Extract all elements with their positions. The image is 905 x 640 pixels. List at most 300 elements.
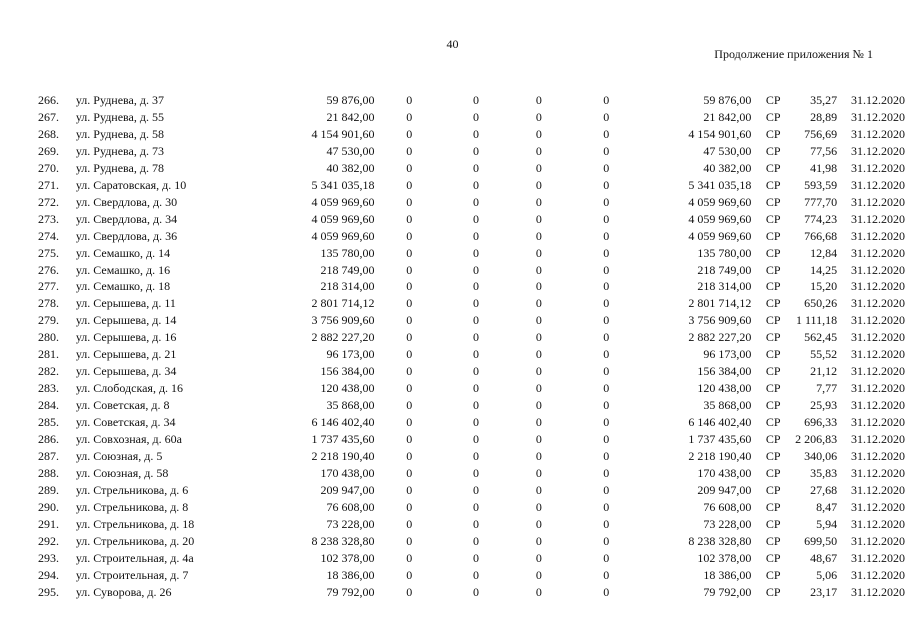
value-cell-3: 0 <box>535 177 542 192</box>
total-amount-cell: 218 749,00 <box>320 262 375 277</box>
funding-source-cell: СР <box>765 126 781 141</box>
table-row <box>38 245 905 262</box>
value-cell-3: 0 <box>535 584 542 599</box>
rate-cell: 774,23 <box>804 211 838 226</box>
funding-source-cell: СР <box>765 194 781 209</box>
address-cell: ул. Советская, д. 8 <box>75 398 170 413</box>
value-cell-2: 0 <box>473 177 480 192</box>
page-number: 40 <box>446 37 459 51</box>
sum-amount-cell: 218 314,00 <box>697 279 752 294</box>
sum-amount-cell: 1 737 435,60 <box>688 432 752 447</box>
value-cell-3: 0 <box>535 381 542 396</box>
table-row <box>38 177 905 194</box>
value-cell-2: 0 <box>473 398 480 413</box>
row-number: 275. <box>38 245 59 260</box>
rate-cell: 5,94 <box>816 516 838 531</box>
funding-source-cell: СР <box>765 177 781 192</box>
funding-source-cell: СР <box>765 449 781 464</box>
total-amount-cell: 209 947,00 <box>320 482 375 497</box>
value-cell-3: 0 <box>535 93 542 107</box>
value-cell-2: 0 <box>473 567 480 582</box>
funding-source-cell: СР <box>765 313 781 328</box>
value-cell-2: 0 <box>473 550 480 565</box>
funding-source-cell: СР <box>765 160 781 175</box>
value-cell-3: 0 <box>535 228 542 243</box>
value-cell-1: 0 <box>406 432 413 447</box>
value-cell-1: 0 <box>406 482 413 497</box>
value-cell-2: 0 <box>473 465 480 480</box>
sum-amount-cell: 21 842,00 <box>703 109 752 124</box>
rate-cell: 562,45 <box>804 330 838 345</box>
value-cell-3: 0 <box>535 126 542 141</box>
value-cell-4: 0 <box>603 432 610 447</box>
deadline-date-cell: 31.12.2020 <box>851 296 905 311</box>
value-cell-2: 0 <box>473 364 480 379</box>
value-cell-4: 0 <box>603 550 610 565</box>
deadline-date-cell: 31.12.2020 <box>851 194 905 209</box>
deadline-date-cell: 31.12.2020 <box>851 465 905 480</box>
deadline-date-cell: 31.12.2020 <box>851 228 905 243</box>
total-amount-cell: 6 146 402,40 <box>311 415 375 430</box>
sum-amount-cell: 218 749,00 <box>697 262 752 277</box>
deadline-date-cell: 31.12.2020 <box>851 177 905 192</box>
sum-amount-cell: 2 218 190,40 <box>688 449 752 464</box>
funding-source-cell: СР <box>765 432 781 447</box>
address-cell: ул. Стрельникова, д. 20 <box>75 533 195 548</box>
deadline-date-cell: 31.12.2020 <box>851 415 905 430</box>
address-cell: ул. Руднева, д. 73 <box>75 143 164 158</box>
value-cell-3: 0 <box>535 296 542 311</box>
funding-source-cell: СР <box>765 93 781 107</box>
funding-source-cell: СР <box>765 364 781 379</box>
value-cell-1: 0 <box>406 296 413 311</box>
row-number: 270. <box>38 160 59 175</box>
value-cell-3: 0 <box>535 499 542 514</box>
value-cell-3: 0 <box>535 279 542 294</box>
rate-cell: 41,98 <box>810 160 838 175</box>
funding-source-cell: СР <box>765 550 781 565</box>
address-cell: ул. Совхозная, д. 60а <box>75 432 182 447</box>
deadline-date-cell: 31.12.2020 <box>851 432 905 447</box>
row-number: 292. <box>38 533 59 548</box>
value-cell-3: 0 <box>535 516 542 531</box>
value-cell-2: 0 <box>473 313 480 328</box>
value-cell-1: 0 <box>406 109 413 124</box>
value-cell-4: 0 <box>603 584 610 599</box>
value-cell-1: 0 <box>406 567 413 582</box>
row-number: 286. <box>38 432 59 447</box>
address-cell: ул. Руднева, д. 58 <box>75 126 164 141</box>
total-amount-cell: 102 378,00 <box>320 550 375 565</box>
rate-cell: 2 206,83 <box>795 432 838 447</box>
address-cell: ул. Семашко, д. 18 <box>75 279 171 294</box>
value-cell-3: 0 <box>535 398 542 413</box>
value-cell-1: 0 <box>406 93 413 107</box>
value-cell-4: 0 <box>603 347 610 362</box>
total-amount-cell: 40 382,00 <box>326 160 375 175</box>
deadline-date-cell: 31.12.2020 <box>851 482 905 497</box>
rate-cell: 340,06 <box>804 449 838 464</box>
address-cell: ул. Свердлова, д. 34 <box>75 211 178 226</box>
address-cell: ул. Семашко, д. 14 <box>75 245 171 260</box>
funding-source-cell: СР <box>765 296 781 311</box>
value-cell-2: 0 <box>473 228 480 243</box>
value-cell-2: 0 <box>473 143 480 158</box>
total-amount-cell: 2 218 190,40 <box>311 449 375 464</box>
sum-amount-cell: 96 173,00 <box>703 347 752 362</box>
table-row <box>38 126 905 143</box>
row-number: 277. <box>38 279 59 294</box>
deadline-date-cell: 31.12.2020 <box>851 584 905 599</box>
value-cell-3: 0 <box>535 160 542 175</box>
value-cell-1: 0 <box>406 584 413 599</box>
deadline-date-cell: 31.12.2020 <box>851 533 905 548</box>
value-cell-2: 0 <box>473 211 480 226</box>
value-cell-4: 0 <box>603 516 610 531</box>
total-amount-cell: 18 386,00 <box>326 567 375 582</box>
value-cell-4: 0 <box>603 449 610 464</box>
table-row <box>38 92 905 109</box>
address-cell: ул. Суворова, д. 26 <box>75 584 172 599</box>
deadline-date-cell: 31.12.2020 <box>851 449 905 464</box>
row-number: 272. <box>38 194 59 209</box>
value-cell-2: 0 <box>473 279 480 294</box>
value-cell-3: 0 <box>535 245 542 260</box>
rate-cell: 55,52 <box>810 347 838 362</box>
value-cell-2: 0 <box>473 533 480 548</box>
row-number: 273. <box>38 211 59 226</box>
total-amount-cell: 21 842,00 <box>326 109 375 124</box>
value-cell-2: 0 <box>473 245 480 260</box>
rate-cell: 25,93 <box>810 398 838 413</box>
total-amount-cell: 96 173,00 <box>326 347 375 362</box>
total-amount-cell: 3 756 909,60 <box>311 313 375 328</box>
row-number: 293. <box>38 550 59 565</box>
value-cell-1: 0 <box>406 398 413 413</box>
value-cell-3: 0 <box>535 143 542 158</box>
row-number: 290. <box>38 499 59 514</box>
value-cell-1: 0 <box>406 499 413 514</box>
value-cell-2: 0 <box>473 584 480 599</box>
value-cell-4: 0 <box>603 109 610 124</box>
deadline-date-cell: 31.12.2020 <box>851 126 905 141</box>
table-row <box>38 414 905 431</box>
value-cell-2: 0 <box>473 330 480 345</box>
rate-cell: 35,27 <box>810 93 838 107</box>
value-cell-3: 0 <box>535 567 542 582</box>
deadline-date-cell: 31.12.2020 <box>851 160 905 175</box>
row-number: 282. <box>38 364 59 379</box>
value-cell-3: 0 <box>535 415 542 430</box>
value-cell-2: 0 <box>473 482 480 497</box>
value-cell-4: 0 <box>603 296 610 311</box>
value-cell-1: 0 <box>406 262 413 277</box>
value-cell-3: 0 <box>535 364 542 379</box>
sum-amount-cell: 170 438,00 <box>697 465 752 480</box>
deadline-date-cell: 31.12.2020 <box>851 313 905 328</box>
deadline-date-cell: 31.12.2020 <box>851 93 905 107</box>
value-cell-2: 0 <box>473 347 480 362</box>
address-cell: ул. Советская, д. 34 <box>75 415 176 430</box>
total-amount-cell: 4 154 901,60 <box>311 126 375 141</box>
table-row <box>38 499 905 516</box>
deadline-date-cell: 31.12.2020 <box>851 109 905 124</box>
value-cell-2: 0 <box>473 93 480 107</box>
funding-source-cell: СР <box>765 211 781 226</box>
rate-cell: 756,69 <box>804 126 838 141</box>
table-row <box>38 431 905 448</box>
funding-source-cell: СР <box>765 279 781 294</box>
table-row <box>38 448 905 465</box>
address-cell: ул. Стрельникова, д. 6 <box>75 482 189 497</box>
value-cell-4: 0 <box>603 313 610 328</box>
table-row <box>38 262 905 279</box>
value-cell-2: 0 <box>473 160 480 175</box>
value-cell-1: 0 <box>406 313 413 328</box>
value-cell-4: 0 <box>603 228 610 243</box>
row-number: 278. <box>38 296 59 311</box>
funding-source-cell: СР <box>765 584 781 599</box>
sum-amount-cell: 59 876,00 <box>703 93 752 107</box>
value-cell-1: 0 <box>406 143 413 158</box>
row-number: 268. <box>38 126 59 141</box>
value-cell-3: 0 <box>535 550 542 565</box>
value-cell-1: 0 <box>406 415 413 430</box>
value-cell-3: 0 <box>535 533 542 548</box>
sum-amount-cell: 4 154 901,60 <box>688 126 752 141</box>
funding-source-cell: СР <box>765 482 781 497</box>
value-cell-2: 0 <box>473 296 480 311</box>
row-number: 284. <box>38 398 59 413</box>
value-cell-3: 0 <box>535 262 542 277</box>
total-amount-cell: 5 341 035,18 <box>311 177 375 192</box>
value-cell-2: 0 <box>473 109 480 124</box>
total-amount-cell: 2 801 714,12 <box>311 296 375 311</box>
sum-amount-cell: 5 341 035,18 <box>688 177 752 192</box>
table-row <box>38 346 905 363</box>
table-row <box>38 533 905 550</box>
value-cell-1: 0 <box>406 160 413 175</box>
value-cell-2: 0 <box>473 415 480 430</box>
table-row <box>38 160 905 177</box>
sum-amount-cell: 35 868,00 <box>703 398 752 413</box>
sum-amount-cell: 6 146 402,40 <box>688 415 752 430</box>
deadline-date-cell: 31.12.2020 <box>851 262 905 277</box>
value-cell-2: 0 <box>473 194 480 209</box>
value-cell-4: 0 <box>603 398 610 413</box>
address-cell: ул. Саратовская, д. 10 <box>75 177 187 192</box>
address-cell: ул. Союзная, д. 58 <box>75 465 169 480</box>
value-cell-4: 0 <box>603 245 610 260</box>
funding-source-cell: СР <box>765 465 781 480</box>
value-cell-3: 0 <box>535 330 542 345</box>
value-cell-1: 0 <box>406 381 413 396</box>
table-row <box>38 465 905 482</box>
row-number: 280. <box>38 330 59 345</box>
sum-amount-cell: 4 059 969,60 <box>688 194 752 209</box>
sum-amount-cell: 4 059 969,60 <box>688 228 752 243</box>
total-amount-cell: 120 438,00 <box>320 381 375 396</box>
value-cell-4: 0 <box>603 93 610 107</box>
deadline-date-cell: 31.12.2020 <box>851 143 905 158</box>
row-number: 279. <box>38 313 59 328</box>
table-row <box>38 228 905 245</box>
sum-amount-cell: 3 756 909,60 <box>688 313 752 328</box>
row-number: 283. <box>38 381 59 396</box>
total-amount-cell: 76 608,00 <box>326 499 375 514</box>
sum-amount-cell: 120 438,00 <box>697 381 752 396</box>
total-amount-cell: 4 059 969,60 <box>311 194 375 209</box>
sum-amount-cell: 4 059 969,60 <box>688 211 752 226</box>
deadline-date-cell: 31.12.2020 <box>851 211 905 226</box>
funding-source-cell: СР <box>765 262 781 277</box>
value-cell-1: 0 <box>406 465 413 480</box>
value-cell-1: 0 <box>406 211 413 226</box>
rate-cell: 23,17 <box>810 584 838 599</box>
value-cell-2: 0 <box>473 432 480 447</box>
address-cell: ул. Стрельникова, д. 18 <box>75 516 195 531</box>
deadline-date-cell: 31.12.2020 <box>851 550 905 565</box>
row-number: 295. <box>38 584 59 599</box>
address-cell: ул. Серышева, д. 34 <box>75 364 177 379</box>
row-number: 287. <box>38 449 59 464</box>
value-cell-4: 0 <box>603 330 610 345</box>
value-cell-3: 0 <box>535 449 542 464</box>
value-cell-3: 0 <box>535 347 542 362</box>
value-cell-3: 0 <box>535 432 542 447</box>
value-cell-4: 0 <box>603 126 610 141</box>
value-cell-1: 0 <box>406 550 413 565</box>
value-cell-4: 0 <box>603 194 610 209</box>
sum-amount-cell: 135 780,00 <box>697 245 752 260</box>
address-cell: ул. Свердлова, д. 30 <box>75 194 178 209</box>
rate-cell: 699,50 <box>804 533 838 548</box>
table-row <box>38 516 905 533</box>
value-cell-1: 0 <box>406 194 413 209</box>
value-cell-2: 0 <box>473 499 480 514</box>
value-cell-4: 0 <box>603 415 610 430</box>
value-cell-4: 0 <box>603 177 610 192</box>
funding-source-cell: СР <box>765 245 781 260</box>
table-row <box>38 278 905 295</box>
value-cell-4: 0 <box>603 465 610 480</box>
value-cell-4: 0 <box>603 499 610 514</box>
funding-source-cell: СР <box>765 398 781 413</box>
sum-amount-cell: 209 947,00 <box>697 482 752 497</box>
row-number: 266. <box>38 93 59 107</box>
funding-source-cell: СР <box>765 516 781 531</box>
value-cell-1: 0 <box>406 177 413 192</box>
sum-amount-cell: 18 386,00 <box>703 567 752 582</box>
deadline-date-cell: 31.12.2020 <box>851 499 905 514</box>
total-amount-cell: 1 737 435,60 <box>311 432 375 447</box>
total-amount-cell: 170 438,00 <box>320 465 375 480</box>
address-cell: ул. Строительная, д. 4а <box>75 550 194 565</box>
rate-cell: 48,67 <box>810 550 838 565</box>
value-cell-4: 0 <box>603 262 610 277</box>
total-amount-cell: 73 228,00 <box>326 516 375 531</box>
rate-cell: 8,47 <box>816 499 838 514</box>
row-number: 288. <box>38 465 59 480</box>
deadline-date-cell: 31.12.2020 <box>851 516 905 531</box>
deadline-date-cell: 31.12.2020 <box>851 330 905 345</box>
value-cell-1: 0 <box>406 245 413 260</box>
value-cell-4: 0 <box>603 364 610 379</box>
rate-cell: 777,70 <box>804 194 838 209</box>
value-cell-1: 0 <box>406 347 413 362</box>
row-number: 267. <box>38 109 59 124</box>
deadline-date-cell: 31.12.2020 <box>851 347 905 362</box>
value-cell-3: 0 <box>535 482 542 497</box>
value-cell-1: 0 <box>406 533 413 548</box>
address-cell: ул. Руднева, д. 37 <box>75 93 164 107</box>
value-cell-4: 0 <box>603 211 610 226</box>
sum-amount-cell: 76 608,00 <box>703 499 752 514</box>
table-row <box>38 550 905 567</box>
deadline-date-cell: 31.12.2020 <box>851 381 905 396</box>
funding-source-cell: СР <box>765 228 781 243</box>
value-cell-2: 0 <box>473 381 480 396</box>
value-cell-1: 0 <box>406 449 413 464</box>
address-cell: ул. Руднева, д. 78 <box>75 160 164 175</box>
table-row <box>38 312 905 329</box>
registry-table <box>38 92 905 601</box>
total-amount-cell: 218 314,00 <box>320 279 375 294</box>
sum-amount-cell: 73 228,00 <box>703 516 752 531</box>
funding-source-cell: СР <box>765 330 781 345</box>
rate-cell: 593,59 <box>804 177 838 192</box>
sum-amount-cell: 79 792,00 <box>703 584 752 599</box>
rate-cell: 28,89 <box>810 109 838 124</box>
row-number: 289. <box>38 482 59 497</box>
total-amount-cell: 156 384,00 <box>320 364 375 379</box>
address-cell: ул. Серышева, д. 16 <box>75 330 177 345</box>
rate-cell: 1 111,18 <box>795 313 838 328</box>
funding-source-cell: СР <box>765 499 781 514</box>
value-cell-4: 0 <box>603 279 610 294</box>
deadline-date-cell: 31.12.2020 <box>851 398 905 413</box>
rate-cell: 77,56 <box>810 143 838 158</box>
deadline-date-cell: 31.12.2020 <box>851 245 905 260</box>
rate-cell: 27,68 <box>810 482 838 497</box>
value-cell-2: 0 <box>473 516 480 531</box>
value-cell-2: 0 <box>473 126 480 141</box>
rate-cell: 650,26 <box>804 296 838 311</box>
funding-source-cell: СР <box>765 381 781 396</box>
value-cell-1: 0 <box>406 330 413 345</box>
funding-source-cell: СР <box>765 143 781 158</box>
table-row <box>38 363 905 380</box>
row-number: 291. <box>38 516 59 531</box>
value-cell-4: 0 <box>603 482 610 497</box>
address-cell: ул. Руднева, д. 55 <box>75 109 164 124</box>
row-number: 294. <box>38 567 59 582</box>
row-number: 285. <box>38 415 59 430</box>
address-cell: ул. Серышева, д. 14 <box>75 313 177 328</box>
deadline-date-cell: 31.12.2020 <box>851 364 905 379</box>
value-cell-3: 0 <box>535 194 542 209</box>
rate-cell: 696,33 <box>804 415 838 430</box>
value-cell-4: 0 <box>603 381 610 396</box>
table-row <box>38 295 905 312</box>
sum-amount-cell: 40 382,00 <box>703 160 752 175</box>
rate-cell: 12,84 <box>810 245 838 260</box>
value-cell-1: 0 <box>406 126 413 141</box>
total-amount-cell: 47 530,00 <box>326 143 375 158</box>
value-cell-4: 0 <box>603 160 610 175</box>
value-cell-1: 0 <box>406 364 413 379</box>
table-row <box>38 584 905 601</box>
